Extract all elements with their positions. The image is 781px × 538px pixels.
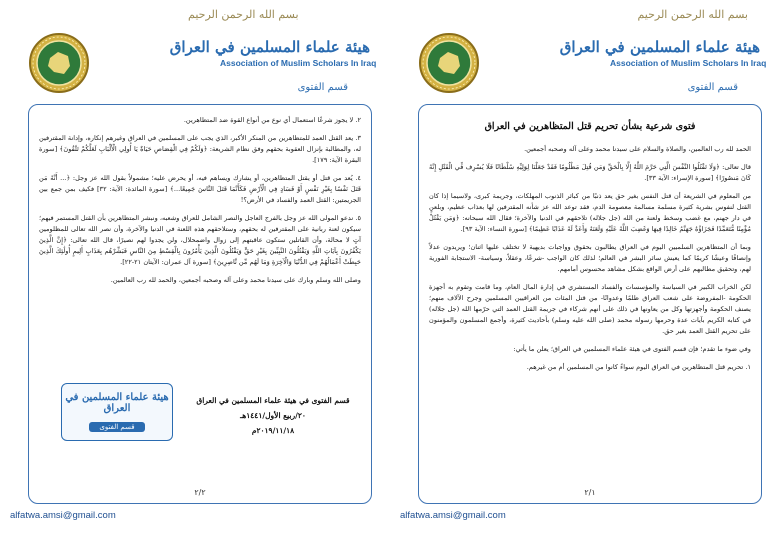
paragraph: ٤. يُعد من قتل أو يقتل المتظاهرين، أو يشارك ويساهم فيه، أو يحرض عليه؛ مشمولاً بقول الله عز وجل: ﴿... أَنَّهُ مَن قَتَلَ نَفْسًا بِغَيْرِ نَفْسٍ أَوْ فَسَادٍ فِي الْأَرْضِ فَكَأَنَّمَا قَتَلَ النَّاسَ جَمِيعًا...﴾ [سورة المائدة: الآية: ٣٢] فكيف بمن جمع بين الجريمتين: القتل العمد والفساد في الأرض؟!	[39, 174, 361, 204]
org-name-arabic: هيئة علماء المسلمين في العراق	[169, 38, 370, 56]
org-name-english: Association of Muslim Scholars In Iraq	[220, 58, 377, 68]
paragraph: وبما أن المتظاهرين السلميين اليوم في العراق يطالبون بحقوق وواجبات بديهية لا تختلف عليها اثنان؛ ويريدون عدلاً وإنصافًا وعيشًا كريمًا كما يعيش سائر البشر في العالم؛ لذلك كان الواجب -شرعًا، وعقلاً، وسياسة- الاستجابة الفورية لهم، وتحقيق مطالبهم على أرض الواقع بشكل مشاهد محسوس أمامهم.	[429, 243, 751, 273]
signature-area	[39, 375, 361, 465]
paragraph: قال تعالى: ﴿وَلَا تَقْتُلُوا النَّفْسَ الَّتِي حَرَّمَ اللَّهُ إِلَّا بِالْحَقِّ وَمَن قُتِلَ مَظْلُومًا فَقَدْ جَعَلْنَا لِوَلِيِّهِ سُلْطَانًا فَلَا يُسْرِف فِّي الْقَتْلِ إِنَّهُ كَانَ مَنصُورًا﴾ [سورة الإسراء: الآية ٣٣].	[429, 163, 751, 182]
basmala-calligraphy: بسم الله الرحمن الرحيم	[637, 8, 748, 21]
closing-paragraph: وصلى الله وسلم وبارك على سيدنا محمد وعلى آله وصحبه أجمعين، والحمد لله رب العالمين.	[110, 276, 361, 284]
association-emblem-icon	[28, 32, 90, 94]
paragraph: لكن الخراب الكبير في السياسة والمؤسسات والفساد المستشري في إدارة المال العام، وما قامت وتقوم به أجهزة الحكومة -المفروضة على شعب العراق ظلمًا وعدوانًا- من قتل المئات من العراقيين المسلمين وجرح الآلاف منهم؛ يصنف الحكومة وأجهزتها وكل من يعاونها في ذلك على أنهم شركاء في جريمة القتل العمد التي حرّمها الله (جل جلاله) في كتابه الكريم بآيات عدة وحرمها رسوله محمد (صلى الله عليه وسلم) بأحاديث كثيرة، وأجمع المسلمون والمؤمنون على تحريم القتل العمد بغير حق.	[429, 283, 751, 335]
page-number: ٢/١	[584, 488, 596, 497]
signature-line: قسم الفتوى في هيئة علماء المسلمين في العراق	[196, 396, 350, 405]
content-frame	[28, 104, 372, 504]
contact-email[interactable]: alfatwa.amsi@gmail.com	[10, 510, 116, 521]
contact-email[interactable]: alfatwa.amsi@gmail.com	[400, 510, 506, 521]
paragraph: ٢. لا يجوز شرعًا استعمال أي نوع من أنواع القوة ضد المتظاهرين.	[183, 116, 361, 124]
document-page-left	[8, 0, 378, 538]
document-page-right	[398, 0, 768, 538]
org-header	[169, 38, 377, 68]
department-label: قسم الفتوى	[687, 82, 738, 93]
org-name-english: Association of Muslim Scholars In Iraq	[610, 58, 767, 68]
paragraph: الحمد لله رب العالمين، والصلاة والسلام على سيدنا محمد وعلى آله وصحبه أجمعين.	[524, 145, 751, 153]
stamp-department: قسم الفتوى	[89, 422, 144, 432]
paragraph: من المعلوم في الشريعة أن قتل النفس بغير حق يعد ذنبًا من كبائر الذنوب المهلكات، وجريمة كبرى، ولاسيما إذا كان القتل لنفوس بشرية كثيرة مسلمة مسالمة معصومة الدم، فقد توعد الله عز شأنه المقترفين لها بعذاب عظيم، وبلعنٍ في دار جهنم، مع غضب وسخط ولعنة من الله (جل جلاله) تلاحقهم في الدنيا والآخرة؛ فقال الله سبحانه: ﴿وَمَن يَقْتُلْ مُؤْمِنًا مُّتَعَمِّدًا فَجَزَاؤُهُ جَهَنَّمُ خَالِدًا فِيهَا وَغَضِبَ اللَّهُ عَلَيْهِ وَلَعَنَهُ وَأَعَدَّ لَهُ عَذَابًا عَظِيمًا﴾ [سورة النساء: الآية ٩٣].	[429, 192, 751, 233]
org-header	[559, 38, 767, 68]
paragraph: ٣. يعد القتل العمد للمتظاهرين من المنكر الأكبر، الذي يجب على المسلمين في العراق وغيرهم إنكاره، وإدانة المقترفين له، والمطالبة بإنزال العقوبة بحقهم وفق نظام الشريعة: ﴿وَلَكُمْ فِي الْقِصَاصِ حَيَاةٌ يَا أُولِي الْأَلْبَابِ لَعَلَّكُمْ تَتَّقُونَ﴾ [سورة البقرة الآية: ١٧٩].	[39, 134, 361, 164]
content-body	[429, 115, 751, 479]
page-number: ٢/٢	[194, 488, 206, 497]
signature-block	[193, 393, 353, 438]
department-label: قسم الفتوى	[297, 82, 348, 93]
official-stamp	[61, 383, 173, 441]
association-emblem-icon	[418, 32, 480, 94]
document-title: فتوى شرعية بشأن تحريم قتل المتظاهرين في العراق	[484, 121, 696, 132]
stamp-org-name: هيئة علماء المسلمين في العراق	[65, 392, 169, 414]
basmala-calligraphy: بسم الله الرحمن الرحيم	[188, 8, 299, 21]
paragraph: ٥. ندعو المولى الله عز وجل بالفرج العاجل والنصر الشامل للعراق وشعبه، ونبشر المتظاهرين بأن القتل المستمر فيهم؛ سيكون لعنة ربانية على المقترفين له بحقهم، وستلاحقهم هذه اللعنة في الدنيا والآخرة، وأن نصر الله تعالى للمظلومين آتٍ لا محالة، وأن القاتلين ستكون عاقبتهم إلى زوال واضمحلال، ولن يجدوا لهم نصيرًا، قال الله تعالى: ﴿إِنَّ الَّذِينَ يَكْفُرُونَ بِآيَاتِ اللَّهِ وَيَقْتُلُونَ النَّبِيِّينَ بِغَيْرِ حَقٍّ وَيَقْتُلُونَ الَّذِينَ يَأْمُرُونَ بِالْقِسْطِ مِنَ النَّاسِ فَبَشِّرْهُم بِعَذَابٍ أَلِيمٍ أُولَٰئِكَ الَّذِينَ حَبِطَتْ أَعْمَالُهُمْ فِي الدُّنْيَا وَالْآخِرَةِ وَمَا لَهُم مِّن نَّاصِرِينَ﴾ [سورة آل عمران: الآيتان ٢١-٢٢].	[39, 214, 361, 266]
gregorian-date: ٢٠١٩/١١/١٨م	[251, 426, 295, 435]
paragraph: ١. تحريم قتل المتظاهرين في العراق اليوم سواءً كانوا من المسلمين أم من غيرهم.	[526, 363, 751, 371]
content-frame	[418, 104, 762, 504]
hijri-date: ٢٠/ربيع الأول/١٤٤١هـ	[240, 411, 306, 420]
paragraph: وفي ضوء ما تقدم؛ فإن قسم الفتوى في هيئة علماء المسلمين في العراق؛ يعلن ما يأتي:	[513, 345, 751, 353]
org-name-arabic: هيئة علماء المسلمين في العراق	[559, 38, 760, 56]
